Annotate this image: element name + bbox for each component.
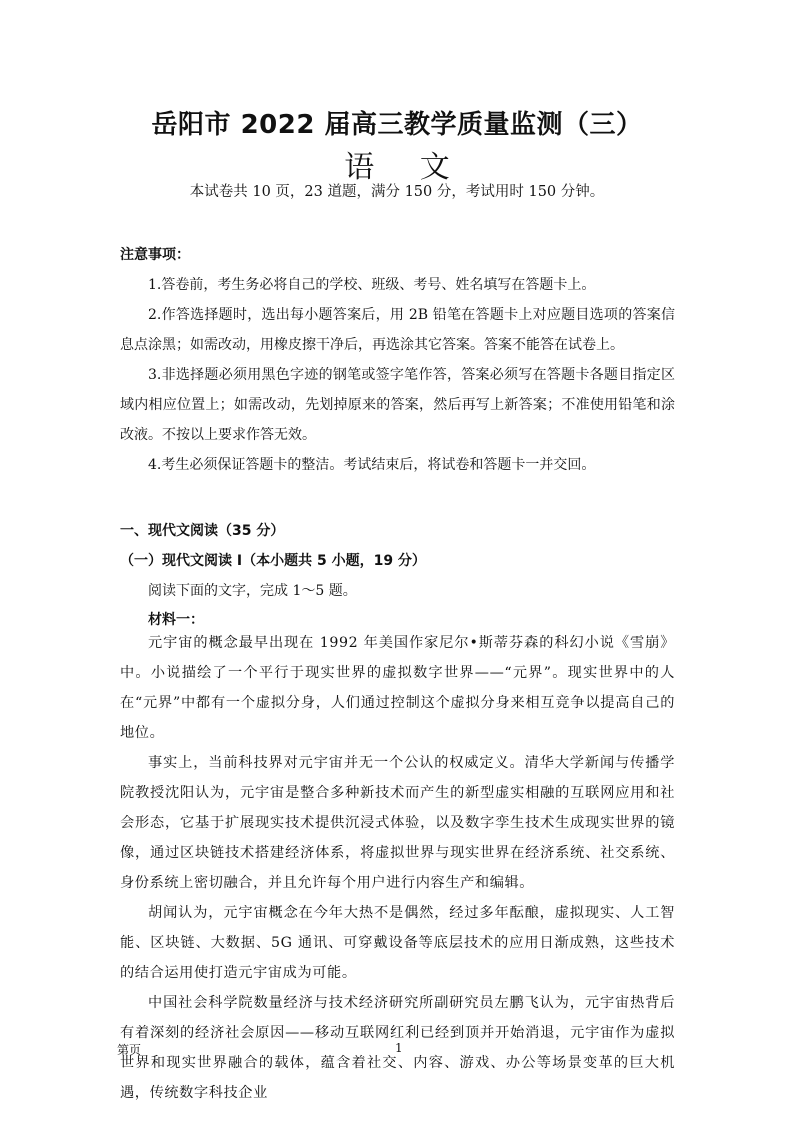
footer-page-number: 1 [395,1041,403,1055]
exam-info: 本试卷共 10 页，23 道题，满分 150 分，考试用时 150 分钟。 [189,184,605,200]
passage [120,628,675,1108]
note-item: 4.考生必须保证答题卡的整洁。考试结束后，将试卷和答题卡一并交回。 [148,457,596,473]
passage-paragraph: 胡闻认为，元宇宙概念在今年大热不是偶然，经过多年酝酿，虚拟现实、人工智能、区块链、大数据、5G 通讯、可穿戴设备等底层技术的应用日渐成熟，这些技术的结合运用使打造元宇宙成为可能。 [120,905,675,981]
note-item: 1.答卷前，考生务必将自己的学校、班级、考号、姓名填写在答题卡上。 [148,277,596,293]
notes-heading: 注意事项： [120,247,190,263]
passage-paragraph: 事实上，当前科技界对元宇宙并无一个公认的权威定义。清华大学新闻与传播学院教授沈阳认为，元宇宙是整合多种新技术而产生的新型虚实相融的互联网应用和社会形态，它基于扩展现实技术提供沉浸式体验，以及数字孪生技术生成现实世界的镜像，通过区块链技术搭建经济体系，将虚拟世界与现实世界在经济系统、社交系统、身份系统上密切融合，并且允许每个用户进行内容生产和编辑。 [120,755,675,891]
note-item: 3.非选择题必须用黑色字迹的钢笔或签字笔作答，答案必须写在答题卡各题目指定区域内相应位置上；如需改动，先划掉原来的答案，然后再写上新答案；不准使用铅笔和涂改液。不按以上要求作答无效。 [120,367,675,443]
subsection-heading: （一）现代文阅读 I（本小题共 5 小题，19 分） [120,553,426,569]
exam-title: 岳阳市 2022 届高三教学质量监测（三） [151,110,643,140]
notes-list [120,270,675,480]
reading-instruction: 阅读下面的文字，完成 1～5 题。 [148,583,357,599]
passage-paragraph: 元宇宙的概念最早出现在 1992 年美国作家尼尔•斯蒂芬森的科幻小说《雪崩》中。小说描绘了一个平行于现实世界的虚拟数字世界——“元界”。现实世界中的人在“元界”中都有一个虚拟分身，人们通过控制这个虚拟分身来相互竞争以提高自己的地位。 [120,635,675,741]
material-label: 材料一： [148,612,204,628]
note-item: 2.作答选择题时，选出每小题答案后，用 2B 铅笔在答题卡上对应题目选项的答案信息点涂黑；如需改动，用橡皮擦干净后，再选涂其它答案。答案不能答在试卷上。 [120,307,675,353]
passage-paragraph: 中国社会科学院数量经济与技术经济研究所副研究员左鹏飞认为，元宇宙热背后有着深刻的经济社会原因——移动互联网红利已经到顶并开始消退，元宇宙作为虚拟世界和现实世界融合的载体，蕴含着社交、内容、游戏、办公等场景变革的巨大机遇，传统数字科技企业 [120,995,675,1101]
subject-title: 语 文 [344,150,450,185]
footer-page-label: 第页 [117,1043,142,1057]
section-heading: 一、现代文阅读（35 分） [120,523,285,539]
